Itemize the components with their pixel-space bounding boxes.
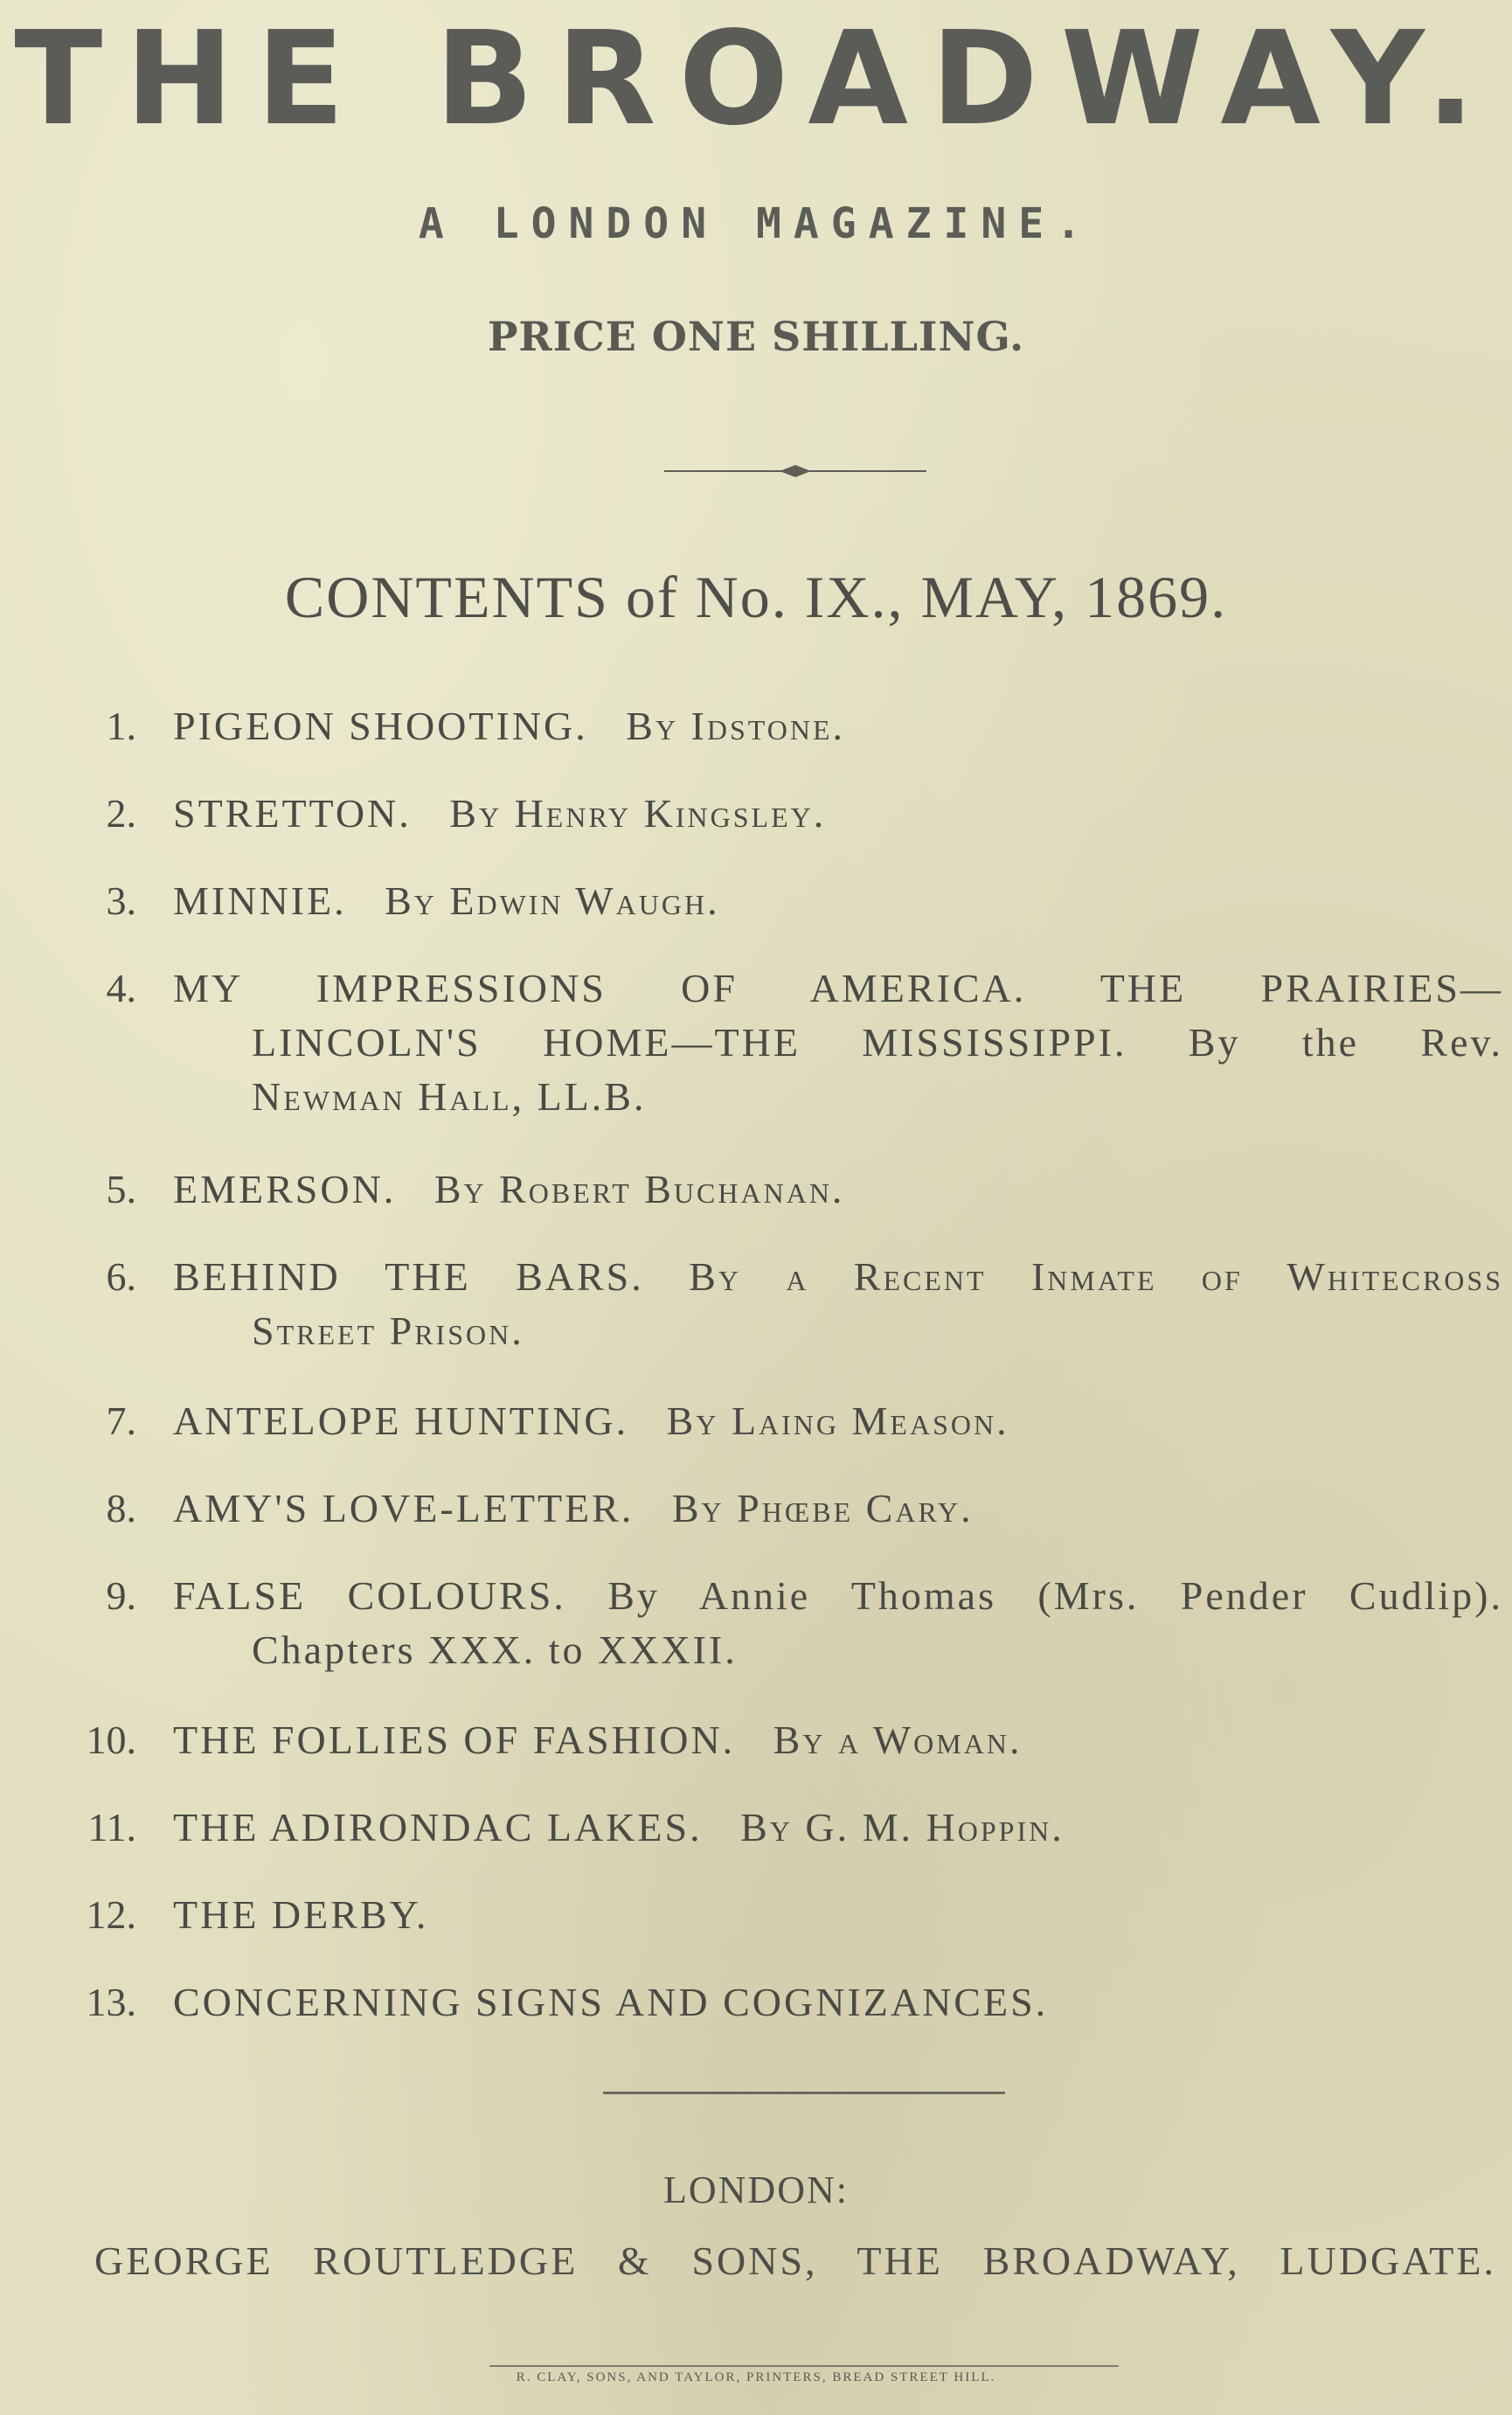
entry-title: PIGEON SHOOTING. (173, 704, 588, 748)
entry-line: LINCOLN'S HOME—THE MISSISSIPPI. By the Rev. (252, 1020, 1503, 1065)
entry-number: 12. (86, 1892, 136, 1937)
entry-number: 13. (86, 1980, 136, 2024)
entry-byline: By Robert Buchanan. (433, 1167, 845, 1211)
entry-title: CONCERNING SIGNS AND COGNIZANCES. (173, 1980, 1049, 2024)
printer-rule (489, 2365, 1119, 2367)
entry-byline: By a Woman. (773, 1718, 1023, 1762)
ornament-divider-icon (664, 458, 926, 484)
entry-title: STRETTON. (173, 791, 412, 836)
entry-number: 5. (106, 1167, 136, 1211)
entry-title: THE ADIRONDAC LAKES. (173, 1805, 703, 1849)
entry-title: EMERSON. (173, 1167, 397, 1211)
entry-line: Chapters XXX. to XXXII. (252, 1627, 738, 1672)
entry-number: 4. (106, 966, 136, 1010)
imprint-publisher: GEORGE ROUTLEDGE & SONS, THE BROADWAY, LUDGATE. (94, 2238, 1496, 2283)
imprint-place: LONDON: (663, 2169, 849, 2211)
entry-title: THE FOLLIES OF FASHION. (173, 1718, 736, 1762)
entry-byline: By Phœbe Cary. (671, 1486, 974, 1530)
entry-title: ANTELOPE HUNTING. (173, 1398, 629, 1443)
magazine-title: THE BROADWAY. (14, 3, 1498, 154)
entry-number: 7. (106, 1398, 136, 1443)
entry-line: Street Prison. (252, 1308, 524, 1353)
entry-number: 10. (86, 1718, 136, 1762)
printer-imprint: R. CLAY, SONS, AND TAYLOR, PRINTERS, BREAD STREET HILL. (516, 2370, 996, 2384)
entry-byline: By Henry Kingsley. (449, 791, 827, 836)
entry-title: THE DERBY. (173, 1892, 429, 1937)
divider-rule (603, 2092, 1005, 2094)
entry-number: 6. (106, 1254, 136, 1299)
entry-number: 2. (106, 791, 136, 836)
entry-byline: By G. M. Hoppin. (740, 1805, 1065, 1849)
entry-title: AMY'S LOVE-LETTER. (173, 1486, 635, 1530)
entry-number: 8. (106, 1486, 136, 1530)
entry-number: 1. (106, 704, 136, 748)
entry-number: 3. (106, 878, 136, 923)
price-line: PRICE ONE SHILLING. (487, 313, 1025, 360)
entry-line: Newman Hall, LL.B. (252, 1074, 647, 1119)
entry-number: 11. (87, 1805, 136, 1849)
entry-title: MINNIE. (173, 878, 347, 923)
magazine-subtitle: A LONDON MAGAZINE. (418, 199, 1094, 248)
entry-byline: By Idstone. (626, 704, 846, 748)
entry-line: BEHIND THE BARS. By a Recent Inmate of Whitecross (173, 1254, 1503, 1299)
entry-byline: By Laing Meason. (666, 1398, 1009, 1443)
entry-byline: By Edwin Waugh. (385, 878, 720, 923)
entry-number: 9. (106, 1573, 136, 1618)
contents-heading: CONTENTS of No. IX., MAY, 1869. (284, 564, 1228, 630)
entry-line: MY IMPRESSIONS OF AMERICA. THE PRAIRIES— (173, 966, 1503, 1010)
entry-line: FALSE COLOURS. By Annie Thomas (Mrs. Pender Cudlip). (173, 1573, 1503, 1618)
